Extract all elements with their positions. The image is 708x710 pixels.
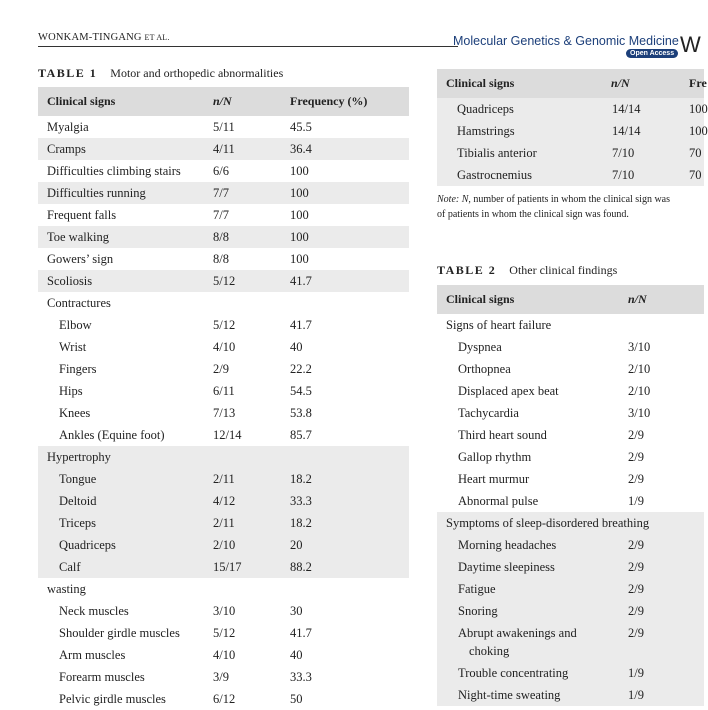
row-nN: 2/11 (213, 472, 235, 486)
row-sign: Fatigue (458, 582, 496, 596)
table-row (437, 512, 704, 534)
row-nN: 1/9 (628, 494, 644, 508)
row-sign: Daytime sleepiness (458, 560, 555, 574)
note-label: Note: (437, 194, 460, 205)
row-nN: 2/9 (628, 428, 644, 442)
row-nN: 6/12 (213, 692, 236, 706)
row-frequency: 40 (290, 648, 303, 662)
row-sign: Displaced apex beat (458, 384, 559, 398)
row-nN: 6/11 (213, 384, 235, 398)
table-row (38, 666, 409, 688)
table2-col-signs: Clinical signs (446, 292, 515, 306)
row-nN: 7/13 (213, 406, 236, 420)
row-frequency: 100 (290, 164, 309, 178)
row-frequency: 88.2 (290, 560, 312, 574)
table-row (437, 402, 704, 424)
table-row (437, 336, 704, 358)
row-nN: 2/11 (213, 516, 235, 530)
row-nN: 4/10 (213, 340, 236, 354)
author-suffix: ET AL. (144, 33, 170, 42)
row-frequency: 41.7 (290, 318, 312, 332)
table-row (437, 534, 704, 556)
row-sign: Forearm muscles (59, 670, 145, 684)
row-nN: 8/8 (213, 252, 229, 266)
table-row (38, 248, 409, 270)
row-sign: Morning headaches (458, 538, 557, 552)
table2-label: TABLE 2 (437, 263, 497, 277)
row-sign: Triceps (59, 516, 97, 530)
table-row (38, 204, 409, 226)
table2-title: Other clinical findings (509, 263, 618, 277)
table-row (38, 534, 409, 556)
row-nN: 4/11 (213, 142, 235, 156)
row-frequency: 30 (290, 604, 303, 618)
table1-note (437, 192, 704, 222)
row-sign: Trouble concentrating (458, 666, 569, 680)
row-sign: Calf (59, 560, 81, 574)
row-nN: 15/17 (213, 560, 242, 574)
table1-cont-col-nN: n/N (611, 76, 630, 90)
row-sign: Pelvic girdle muscles (59, 692, 166, 706)
row-sign: Fingers (59, 362, 97, 376)
table1-col-signs: Clinical signs (47, 94, 116, 108)
row-sign: Symptoms of sleep-disordered breathing (446, 516, 650, 530)
row-nN: 2/9 (628, 538, 644, 552)
table2-col-nN: n/N (628, 292, 647, 306)
row-nN: 3/10 (628, 340, 651, 354)
row-sign: Quadriceps (457, 102, 514, 116)
table1-continued (437, 69, 708, 189)
row-frequency: 18.2 (290, 516, 312, 530)
row-nN: 3/10 (213, 604, 236, 618)
table-row (437, 622, 704, 662)
row-nN: 2/10 (213, 538, 236, 552)
table2-header (437, 285, 704, 314)
table-row (38, 468, 409, 490)
table-row (38, 336, 409, 358)
table1-cont-header (437, 69, 707, 98)
row-nN: 2/10 (628, 362, 651, 376)
table-row (437, 468, 704, 490)
row-frequency: 85.7 (290, 428, 312, 442)
table-row (38, 314, 409, 336)
table-row (437, 446, 704, 468)
row-sign: Abnormal pulse (458, 494, 539, 508)
note-variable: N (461, 194, 469, 205)
row-nN: 2/9 (628, 604, 644, 618)
row-sign: wasting (47, 582, 86, 596)
row-sign: Third heart sound (458, 428, 547, 442)
row-sign: Hamstrings (457, 124, 515, 138)
row-sign: Tachycardia (458, 406, 519, 420)
table1-cont-col-signs: Clinical signs (446, 76, 515, 90)
table1-col-nN: n/N (213, 94, 232, 108)
row-sign: Quadriceps (59, 538, 116, 552)
table-row (38, 556, 409, 578)
row-sign: Abrupt awakenings and (458, 626, 577, 640)
row-frequency: 33.3 (290, 494, 312, 508)
header-rule (38, 46, 458, 47)
row-nN: 5/11 (213, 120, 235, 134)
row-frequency: 100 (689, 124, 708, 138)
table-row (437, 380, 704, 402)
row-nN: 14/14 (612, 102, 641, 116)
row-sign: Hips (59, 384, 83, 398)
table-row (437, 142, 704, 164)
row-nN: 5/12 (213, 318, 236, 332)
row-sign: Ankles (Equine foot) (59, 428, 165, 442)
row-frequency: 33.3 (290, 670, 312, 684)
row-frequency: 18.2 (290, 472, 312, 486)
row-nN: 2/9 (628, 472, 644, 486)
table-row (437, 662, 704, 684)
table2-caption (437, 263, 617, 278)
table-row (38, 600, 409, 622)
table-row (38, 138, 409, 160)
row-frequency: 70 (689, 146, 702, 160)
publisher-logo: W (680, 32, 701, 57)
row-sign: Arm muscles (59, 648, 126, 662)
row-sign: Shoulder girdle muscles (59, 626, 180, 640)
row-frequency: 54.5 (290, 384, 312, 398)
table1-cont-col-frequency: Fre (689, 76, 707, 90)
row-sign: Dyspnea (458, 340, 502, 354)
row-frequency: 53.8 (290, 406, 312, 420)
row-sign: Scoliosis (47, 274, 93, 288)
journal-title: Molecular Genetics & Genomic Medicine (453, 34, 679, 48)
table1 (38, 87, 409, 704)
table-row (38, 116, 409, 138)
table1-label: TABLE 1 (38, 66, 98, 80)
row-nN: 1/9 (628, 688, 644, 702)
row-nN: 2/10 (628, 384, 651, 398)
table-row (38, 292, 409, 314)
row-sign: Tongue (59, 472, 97, 486)
row-sign: Snoring (458, 604, 498, 618)
row-nN: 8/8 (213, 230, 229, 244)
row-sign: Neck muscles (59, 604, 129, 618)
table-row (38, 182, 409, 204)
row-frequency: 45.5 (290, 120, 312, 134)
table-row (437, 164, 704, 186)
table-row (437, 120, 708, 142)
table-row (437, 358, 704, 380)
table-row (38, 402, 409, 424)
table-row (437, 314, 704, 336)
row-nN: 12/14 (213, 428, 242, 442)
table-row (38, 226, 409, 248)
row-frequency: 70 (689, 168, 702, 182)
table-row (38, 512, 409, 534)
row-sign: Signs of heart failure (446, 318, 552, 332)
table-row (38, 688, 409, 710)
row-sign: Gowers’ sign (47, 252, 114, 266)
table-row (38, 578, 409, 600)
row-sign: Deltoid (59, 494, 97, 508)
row-nN: 7/7 (213, 208, 229, 222)
table-row (38, 644, 409, 666)
row-frequency: 41.7 (290, 626, 312, 640)
row-sign: Knees (59, 406, 91, 420)
table-row (38, 270, 409, 292)
row-nN: 7/7 (213, 186, 229, 200)
table1-header (38, 87, 409, 116)
row-nN: 3/9 (213, 670, 229, 684)
row-nN: 5/12 (213, 626, 236, 640)
running-head-author (38, 32, 170, 43)
row-sign: Toe walking (47, 230, 109, 244)
row-frequency: 41.7 (290, 274, 312, 288)
row-nN: 14/14 (612, 124, 641, 138)
row-frequency: 40 (290, 340, 303, 354)
table-row (38, 424, 409, 446)
row-sign: Frequent falls (47, 208, 117, 222)
row-frequency: 50 (290, 692, 303, 706)
table2 (437, 285, 704, 704)
row-sign: Orthopnea (458, 362, 511, 376)
author-name: WONKAM-TINGANG (38, 32, 142, 43)
table-row (437, 684, 704, 706)
table1-title: Motor and orthopedic abnormalities (110, 66, 284, 80)
row-frequency: 100 (290, 208, 309, 222)
table1-col-frequency: Frequency (%) (290, 94, 368, 108)
row-frequency: 20 (290, 538, 303, 552)
row-sign: Wrist (59, 340, 87, 354)
row-frequency: 100 (290, 230, 309, 244)
row-nN: 4/12 (213, 494, 236, 508)
row-sign: Hypertrophy (47, 450, 111, 464)
row-sign: Gastrocnemius (457, 168, 532, 182)
table-row (38, 160, 409, 182)
note-line-1: , number of patients in whom the clinical sign was (468, 194, 671, 205)
row-sign: Myalgia (47, 120, 89, 134)
table-row (38, 490, 409, 512)
row-sign-continued: choking (469, 644, 510, 658)
row-sign: Night-time sweating (458, 688, 561, 702)
row-sign: Elbow (59, 318, 92, 332)
row-sign: Difficulties running (47, 186, 146, 200)
table-row (437, 424, 704, 446)
row-frequency: 100 (290, 252, 309, 266)
row-nN: 5/12 (213, 274, 236, 288)
table-row (38, 380, 409, 402)
table-row (437, 578, 704, 600)
table-row (437, 600, 704, 622)
row-nN: 2/9 (628, 560, 644, 574)
table-row (38, 622, 409, 644)
table-row (38, 446, 409, 468)
note-line-2: of patients in whom the clinical sign was found. (437, 209, 629, 220)
row-nN: 2/9 (628, 626, 644, 640)
row-sign: Contractures (47, 296, 111, 310)
row-nN: 1/9 (628, 666, 644, 680)
row-nN: 2/9 (628, 582, 644, 596)
row-sign: Cramps (47, 142, 86, 156)
row-frequency: 36.4 (290, 142, 312, 156)
table1-caption (38, 66, 283, 81)
row-nN: 6/6 (213, 164, 229, 178)
row-nN: 7/10 (612, 146, 635, 160)
table-row (38, 358, 409, 380)
row-nN: 2/9 (628, 450, 644, 464)
row-sign: Gallop rhythm (458, 450, 532, 464)
row-frequency: 22.2 (290, 362, 312, 376)
open-access-badge: Open Access (626, 49, 678, 58)
table-row (437, 490, 704, 512)
row-nN: 4/10 (213, 648, 236, 662)
row-frequency: 100 (290, 186, 309, 200)
row-nN: 3/10 (628, 406, 651, 420)
row-nN: 7/10 (612, 168, 635, 182)
row-sign: Heart murmur (458, 472, 530, 486)
table-row (437, 556, 704, 578)
table-row (437, 98, 708, 120)
row-sign: Difficulties climbing stairs (47, 164, 181, 178)
row-sign: Tibialis anterior (457, 146, 537, 160)
row-nN: 2/9 (213, 362, 229, 376)
row-frequency: 100 (689, 102, 708, 116)
